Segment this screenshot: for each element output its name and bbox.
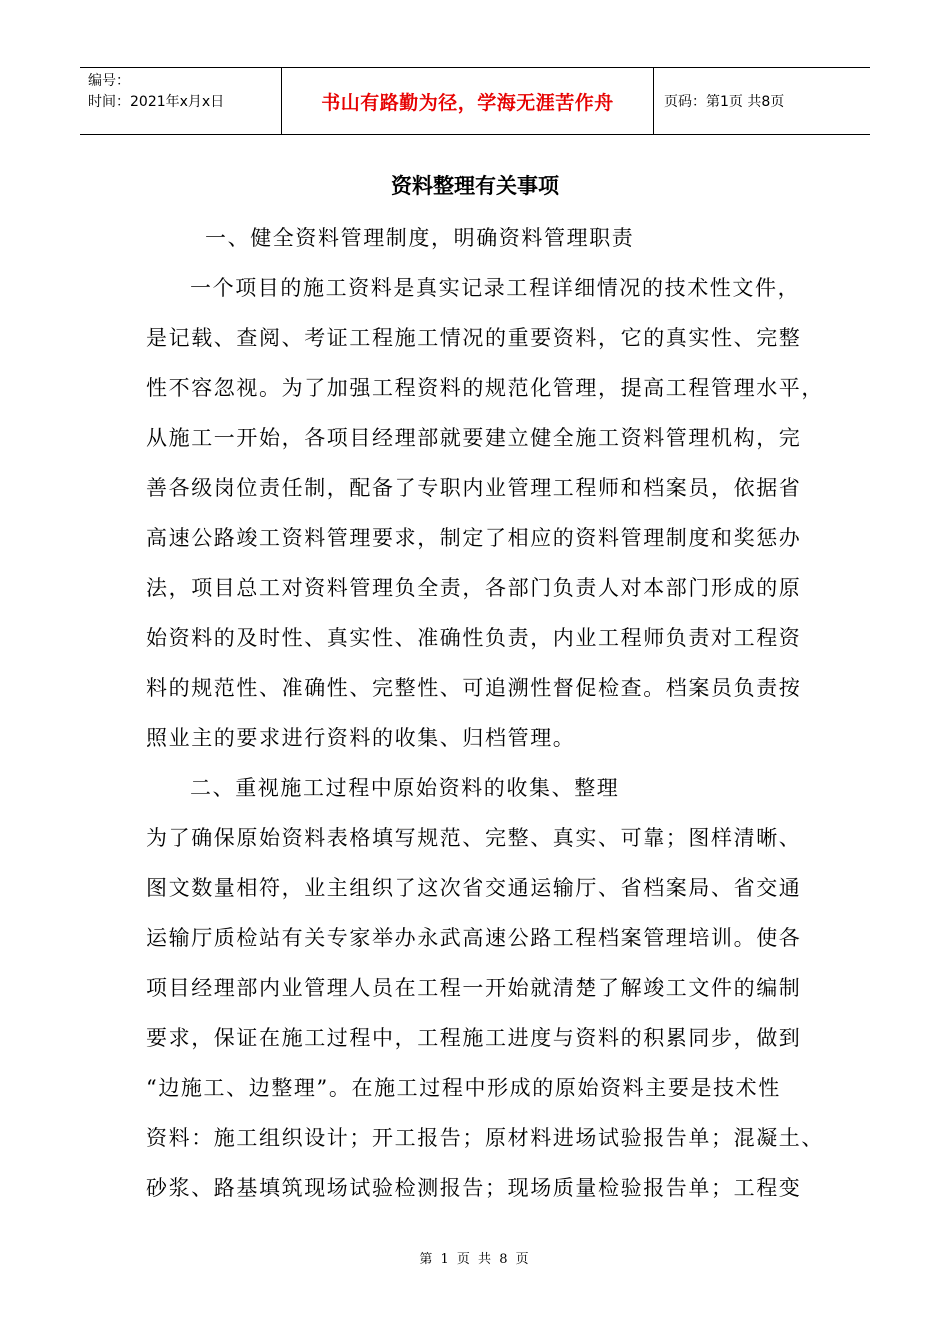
paragraph-line: 要求，保证在施工过程中，工程施工进度与资料的积累同步，做到	[146, 1026, 802, 1050]
paragraph-line: 是记载、查阅、考证工程施工情况的重要资料，它的真实性、完整	[146, 326, 802, 350]
paragraph-line: 资料：施工组织设计；开工报告；原材料进场试验报告单；混凝土、	[146, 1126, 824, 1150]
paragraph-line: 砂浆、路基填筑现场试验检测报告；现场质量检验报告单；工程变	[146, 1176, 802, 1200]
motto-text: 书山有路勤为径，学海无涯苦作舟	[321, 91, 614, 114]
page-footer: 第 1 页 共 8 页	[419, 1252, 531, 1267]
paragraph-line: 料的规范性、准确性、完整性、可追溯性督促检查。档案员负责按	[146, 676, 802, 700]
paragraph-line: 图文数量相符，业主组织了这次省交通运输厅、省档案局、省交通	[146, 876, 802, 900]
number-label: 编号：	[88, 73, 130, 89]
paragraph-line: 为了确保原始资料表格填写规范、完整、真实、可靠；图样清晰、	[146, 826, 802, 850]
paragraph-line: 照业主的要求进行资料的收集、归档管理。	[146, 726, 576, 750]
paragraph-line: 法，项目总工对资料管理负全责，各部门负责人对本部门形成的原	[146, 576, 802, 600]
section-heading-2: 二、重视施工过程中原始资料的收集、整理	[190, 776, 620, 800]
paragraph-line: 一个项目的施工资料是真实记录工程详细情况的技术性文件，	[190, 276, 801, 300]
document-title: 资料整理有关事项	[391, 174, 559, 198]
header-meta	[80, 68, 282, 134]
paragraph-line: 运输厅质检站有关专家举办永武高速公路工程档案管理培训。使各	[146, 926, 802, 950]
paragraph-line: 始资料的及时性、真实性、准确性负责，内业工程师负责对工程资	[146, 626, 802, 650]
paragraph-line: 高速公路竣工资料管理要求，制定了相应的资料管理制度和奖惩办	[146, 526, 802, 550]
time-label: 时间：2021年x月x日	[88, 94, 225, 110]
document-header	[80, 67, 870, 135]
paragraph-line: 善各级岗位责任制，配备了专职内业管理工程师和档案员，依据省	[146, 476, 802, 500]
paragraph-line: 项目经理部内业管理人员在工程一开始就清楚了解竣工文件的编制	[146, 976, 802, 1000]
header-page-info	[654, 68, 870, 134]
paragraph-line: “边施工、边整理”。在施工过程中形成的原始资料主要是技术性	[146, 1076, 781, 1100]
paragraph-line: 从施工一开始，各项目经理部就要建立健全施工资料管理机构，完	[146, 426, 802, 450]
section-heading-1: 一、健全资料管理制度，明确资料管理职责	[205, 226, 635, 250]
paragraph-line: 性不容忽视。为了加强工程资料的规范化管理，提高工程管理水平，	[146, 376, 824, 400]
header-motto-cell	[282, 68, 654, 134]
page-info-text: 页码：第1页 共8页	[664, 94, 785, 110]
